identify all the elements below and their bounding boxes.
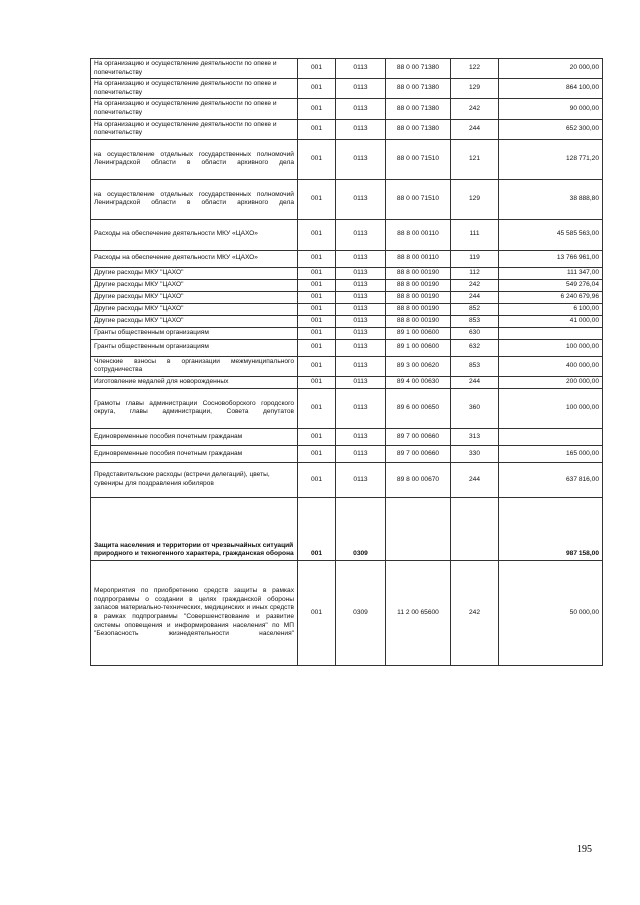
cell-name: На организацию и осуществление деятельности по опеке и попечительству	[91, 99, 298, 119]
cell-amount: 20 000,00	[499, 59, 603, 79]
cell-section-code: 0113	[336, 303, 386, 315]
cell-ved-code: 001	[298, 250, 336, 267]
cell-ved-code: 001	[298, 219, 336, 250]
cell-section-code: 0113	[336, 388, 386, 428]
cell-amount: 90 000,00	[499, 99, 603, 119]
cell-section-code: 0113	[336, 327, 386, 339]
table-row	[91, 267, 603, 279]
table-row	[91, 303, 603, 315]
cell-target-article: 88 0 00 71380	[386, 59, 451, 79]
cell-amount	[499, 327, 603, 339]
cell-amount: 45 585 563,00	[499, 219, 603, 250]
cell-name: Представительские расходы (встречи делегаций), цветы, сувениры для поздравления юбиляров	[91, 462, 298, 497]
cell-target-article: 88 8 00 00190	[386, 291, 451, 303]
cell-ved-code: 001	[298, 119, 336, 139]
cell-section-code: 0113	[336, 99, 386, 119]
cell-name: Гранты общественным организациям	[91, 327, 298, 339]
table-row	[91, 119, 603, 139]
cell-expense-type: 630	[451, 327, 499, 339]
cell-ved-code: 001	[298, 315, 336, 327]
cell-amount: 128 771,20	[499, 139, 603, 179]
cell-target-article: 89 3 00 00620	[386, 356, 451, 376]
cell-amount: 100 000,00	[499, 388, 603, 428]
cell-target-article: 89 8 00 00670	[386, 462, 451, 497]
budget-table-body	[91, 59, 603, 666]
cell-target-article: 88 0 00 71380	[386, 79, 451, 99]
cell-target-article: 88 0 00 71380	[386, 119, 451, 139]
cell-expense-type: 313	[451, 428, 499, 445]
cell-section-code: 0113	[336, 179, 386, 219]
cell-target-article: 89 1 00 00600	[386, 327, 451, 339]
cell-name: Членские взносы в организации межмуниципального сотрудничества	[91, 356, 298, 376]
cell-name: на осуществление отдельных государственных полномочий Ленинградской области в области архивного дела	[91, 139, 298, 179]
cell-expense-type: 853	[451, 315, 499, 327]
cell-section-code: 0309	[336, 497, 386, 560]
cell-name: Другие расходы МКУ "ЦАХО"	[91, 279, 298, 291]
table-row	[91, 388, 603, 428]
cell-expense-type: 242	[451, 99, 499, 119]
cell-amount: 864 100,00	[499, 79, 603, 99]
cell-target-article: 88 0 00 71510	[386, 139, 451, 179]
cell-amount: 652 300,00	[499, 119, 603, 139]
cell-section-code: 0113	[336, 339, 386, 356]
cell-ved-code: 001	[298, 79, 336, 99]
cell-expense-type: 242	[451, 560, 499, 665]
cell-target-article: 11 2 00 65600	[386, 560, 451, 665]
cell-section-code: 0113	[336, 79, 386, 99]
cell-target-article: 88 0 00 71380	[386, 99, 451, 119]
cell-expense-type: 852	[451, 303, 499, 315]
cell-ved-code: 001	[298, 560, 336, 665]
table-row	[91, 59, 603, 79]
cell-section-code: 0309	[336, 560, 386, 665]
cell-ved-code: 001	[298, 428, 336, 445]
cell-name: на осуществление отдельных государственных полномочий Ленинградской области в области архивного дела	[91, 179, 298, 219]
table-row	[91, 99, 603, 119]
table-row	[91, 179, 603, 219]
cell-amount: 50 000,00	[499, 560, 603, 665]
cell-ved-code: 001	[298, 139, 336, 179]
table-row	[91, 339, 603, 356]
cell-expense-type: 632	[451, 339, 499, 356]
budget-table	[90, 58, 603, 666]
cell-expense-type: 119	[451, 250, 499, 267]
cell-ved-code: 001	[298, 462, 336, 497]
cell-amount: 6 100,00	[499, 303, 603, 315]
cell-section-code: 0113	[336, 119, 386, 139]
cell-name: Изготовление медалей для новорожденных	[91, 376, 298, 388]
cell-expense-type: 244	[451, 119, 499, 139]
cell-name: На организацию и осуществление деятельности по опеке и попечительству	[91, 59, 298, 79]
cell-section-code: 0113	[336, 291, 386, 303]
cell-ved-code: 001	[298, 497, 336, 560]
cell-amount: 100 000,00	[499, 339, 603, 356]
cell-amount: 549 276,04	[499, 279, 603, 291]
cell-amount: 13 766 961,00	[499, 250, 603, 267]
cell-amount	[499, 428, 603, 445]
cell-section-code: 0113	[336, 445, 386, 462]
cell-section-code: 0113	[336, 279, 386, 291]
table-row	[91, 376, 603, 388]
table-row	[91, 327, 603, 339]
cell-target-article: 88 8 00 00190	[386, 303, 451, 315]
cell-amount: 6 240 679,96	[499, 291, 603, 303]
cell-target-article: 88 8 00 00190	[386, 279, 451, 291]
cell-name: Грамоты главы администрации Сосновоборского городского округа, главы администрации, Совета депутатов	[91, 388, 298, 428]
table-row	[91, 219, 603, 250]
cell-expense-type: 112	[451, 267, 499, 279]
cell-expense-type: 330	[451, 445, 499, 462]
cell-ved-code: 001	[298, 59, 336, 79]
cell-expense-type: 244	[451, 291, 499, 303]
cell-target-article: 89 6 00 00650	[386, 388, 451, 428]
cell-name: Единовременные пособия почетным гражданам	[91, 428, 298, 445]
cell-amount: 637 816,00	[499, 462, 603, 497]
table-row	[91, 462, 603, 497]
cell-target-article: 88 0 00 71510	[386, 179, 451, 219]
cell-name: Другие расходы МКУ "ЦАХО"	[91, 315, 298, 327]
table-row	[91, 139, 603, 179]
cell-ved-code: 001	[298, 445, 336, 462]
cell-ved-code: 001	[298, 356, 336, 376]
cell-ved-code: 001	[298, 376, 336, 388]
cell-ved-code: 001	[298, 327, 336, 339]
cell-name: Расходы на обеспечение деятельности МКУ «ЦАХО»	[91, 219, 298, 250]
cell-expense-type: 242	[451, 279, 499, 291]
cell-target-article: 88 8 00 00110	[386, 250, 451, 267]
cell-target-article: 89 4 00 00630	[386, 376, 451, 388]
cell-expense-type: 244	[451, 376, 499, 388]
table-row	[91, 356, 603, 376]
table-row	[91, 428, 603, 445]
cell-section-code: 0113	[336, 267, 386, 279]
cell-target-article: 88 8 00 00190	[386, 315, 451, 327]
cell-name: На организацию и осуществление деятельности по опеке и попечительству	[91, 79, 298, 99]
table-row	[91, 291, 603, 303]
cell-ved-code: 001	[298, 267, 336, 279]
cell-amount: 987 158,00	[499, 497, 603, 560]
cell-expense-type: 360	[451, 388, 499, 428]
cell-ved-code: 001	[298, 388, 336, 428]
cell-target-article: 89 7 00 00660	[386, 445, 451, 462]
cell-section-code: 0113	[336, 139, 386, 179]
page-number: 195	[577, 844, 592, 855]
cell-ved-code: 001	[298, 291, 336, 303]
cell-name: Защита населения и территории от чрезвычайных ситуаций природного и техногенного характера, гражданская оборона	[91, 497, 298, 560]
cell-section-code: 0113	[336, 315, 386, 327]
cell-expense-type: 244	[451, 462, 499, 497]
cell-amount: 38 888,80	[499, 179, 603, 219]
cell-section-code: 0113	[336, 428, 386, 445]
table-row	[91, 445, 603, 462]
cell-ved-code: 001	[298, 303, 336, 315]
cell-expense-type: 129	[451, 179, 499, 219]
cell-target-article: 89 7 00 00660	[386, 428, 451, 445]
cell-expense-type: 121	[451, 139, 499, 179]
cell-expense-type: 122	[451, 59, 499, 79]
table-row	[91, 497, 603, 560]
cell-target-article	[386, 497, 451, 560]
cell-section-code: 0113	[336, 59, 386, 79]
cell-expense-type: 853	[451, 356, 499, 376]
table-row	[91, 315, 603, 327]
cell-section-code: 0113	[336, 219, 386, 250]
cell-amount: 111 347,00	[499, 267, 603, 279]
cell-expense-type	[451, 497, 499, 560]
table-row	[91, 79, 603, 99]
cell-name: Другие расходы МКУ "ЦАХО"	[91, 291, 298, 303]
table-row	[91, 560, 603, 665]
cell-name: Другие расходы МКУ "ЦАХО"	[91, 303, 298, 315]
cell-target-article: 88 8 00 00190	[386, 267, 451, 279]
cell-ved-code: 001	[298, 99, 336, 119]
cell-target-article: 89 1 00 00600	[386, 339, 451, 356]
table-row	[91, 250, 603, 267]
cell-ved-code: 001	[298, 279, 336, 291]
cell-name: Мероприятия по приобретению средств защиты в рамках подпрограммы о создании в целях гражданской обороны запасов материально-технических, медицинских и иных средств в рамках подпрограммы "Совершенствование и развитие системы оповещения и информирования населения" по МП "Безопасность жизнедеятельности населения"	[91, 560, 298, 665]
cell-amount: 200 000,00	[499, 376, 603, 388]
cell-name: Другие расходы МКУ "ЦАХО"	[91, 267, 298, 279]
cell-ved-code: 001	[298, 339, 336, 356]
cell-expense-type: 111	[451, 219, 499, 250]
cell-section-code: 0113	[336, 250, 386, 267]
cell-name: Расходы на обеспечение деятельности МКУ «ЦАХО»	[91, 250, 298, 267]
cell-expense-type: 129	[451, 79, 499, 99]
cell-section-code: 0113	[336, 462, 386, 497]
cell-ved-code: 001	[298, 179, 336, 219]
cell-amount: 41 000,00	[499, 315, 603, 327]
cell-section-code: 0113	[336, 356, 386, 376]
cell-name: Гранты общественным организациям	[91, 339, 298, 356]
cell-name: На организацию и осуществление деятельности по опеке и попечительству	[91, 119, 298, 139]
cell-amount: 400 000,00	[499, 356, 603, 376]
cell-amount: 165 000,00	[499, 445, 603, 462]
table-row	[91, 279, 603, 291]
cell-target-article: 88 8 00 00110	[386, 219, 451, 250]
cell-section-code: 0113	[336, 376, 386, 388]
cell-name: Единовременные пособия почетным гражданам	[91, 445, 298, 462]
